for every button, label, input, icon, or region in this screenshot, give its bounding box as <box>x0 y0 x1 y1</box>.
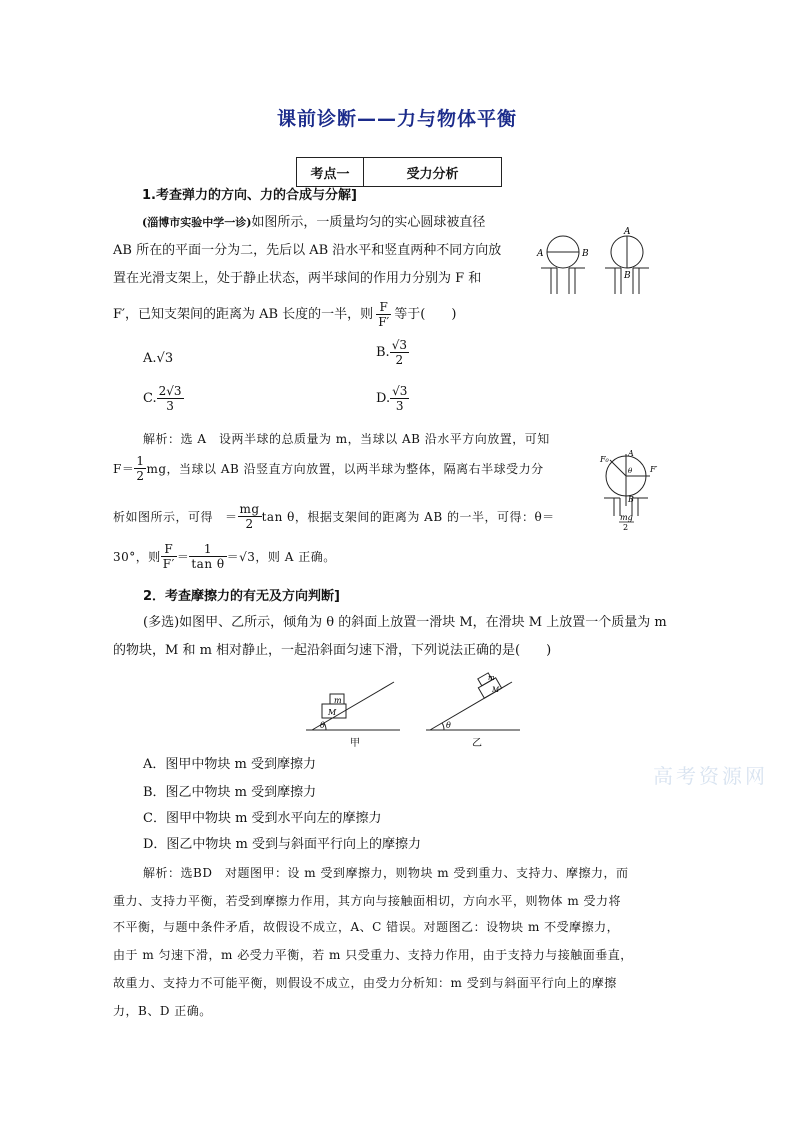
watermark: 高考资源网 <box>653 764 768 788</box>
q1-force-diagram <box>590 446 672 530</box>
q1-option-d: D. $\frac{√3}{3}$ <box>376 384 408 413</box>
fd-label-f0: F₀ <box>600 455 609 464</box>
q1-solution-line-3: 析如图所示，可得 ＝ $\frac{mg}{2}$ tan θ，根据支架间的距离为 AB 的一半，可得：θ＝ <box>113 502 555 531</box>
fd-label-b: B <box>628 495 634 504</box>
q2-solution-line-3: 不平衡，与题中条件矛盾，故假设不成立，A、C 错误。对题图乙：设物块 m 不受摩擦力， <box>113 920 620 934</box>
q1-heading: 1.考查弹力的方向、力的合成与分解] <box>142 188 357 203</box>
jia-label-m: m <box>334 696 342 705</box>
caption-yi: 乙 <box>472 738 482 749</box>
q1-solution-line-2: F＝ $\frac{1}{2}$ mg，当球以 AB 沿竖直方向放置，以两半球为整体，隔离右半球受力分 <box>113 454 544 483</box>
fd-label-fp: F′ <box>650 465 658 474</box>
q2-solution-line-1: 解析：选BD 对题图甲：设 m 受到摩擦力，则物块 m 受到重力、支持力、摩擦力，而 <box>143 866 629 880</box>
q1-solution-line-1: 解析：选 A 设两半球的总质量为 m，当球以 AB 沿水平方向放置，可知 <box>143 432 550 446</box>
q2-solution-line-6: 力，B、D 正确。 <box>113 1004 212 1018</box>
q1-solution-line-4: 30°，则 $\frac{F}{F'}$ ＝ $\frac{1}{\text{tan θ}}$ ＝√3 ，则 A 正确。 <box>113 542 336 571</box>
q1-option-a: A.√3 <box>143 351 174 366</box>
topic-name: 受力分析 <box>406 166 459 182</box>
fig2-label-b: B <box>624 271 631 281</box>
q1-source: (淄博市实验中学一诊) <box>142 216 252 229</box>
yi-label-m: m <box>488 674 495 682</box>
q1-stem-line-1: (淄博市实验中学一诊)如图所示，一质量均匀的实心圆球被直径 <box>142 215 486 230</box>
fd-label-a: A <box>628 449 634 458</box>
q2-option-a: A．图甲中物块 m 受到摩擦力 <box>143 757 316 772</box>
q2-option-c: C．图甲中物块 m 受到水平向左的摩擦力 <box>143 811 382 826</box>
q2-solution-line-4: 由于 m 匀速下滑，m 必受力平衡，若 m 只受重力、支持力作用，由于支持力与接触面垂直， <box>113 948 633 962</box>
q2-stem-line-2: 的物块，M 和 m 相对静止，一起沿斜面匀速下滑，下列说法正确的是( ) <box>113 643 552 658</box>
q2-heading: 2．考查摩擦力的有无及方向判断] <box>143 589 340 604</box>
yi-label-theta: θ <box>446 721 451 730</box>
q2-solution-line-2: 重力、支持力平衡，若受到摩擦力作用，其方向与接触面相切，方向水平，则物体 m 受力将 <box>113 894 622 908</box>
fig2-label-a: A <box>624 227 631 237</box>
fig1-label-a: A <box>537 249 544 259</box>
q2-incline-figures <box>296 668 530 752</box>
topic-table <box>296 157 502 187</box>
q2-solution-line-5: 故重力、支持力不可能平衡，则假设不成立，由受力分析知：m 受到与斜面平行向上的摩擦 <box>113 976 617 990</box>
q2-option-b: B．图乙中物块 m 受到摩擦力 <box>143 785 317 800</box>
caption-jia: 甲 <box>350 738 360 749</box>
q1-option-c: C. $\frac{2√3}{3}$ <box>143 384 182 413</box>
jia-label-bigm: M <box>328 708 337 717</box>
q1-stem-fraction: $\frac{F}{F'}$ <box>378 300 390 329</box>
yi-label-bigm: M <box>492 686 500 694</box>
q1-option-b: B. $\frac{√3}{2}$ <box>376 338 407 367</box>
q1-stem-line-2: AB 所在的平面一分为二，先后以 AB 沿水平和竖直两种不同方向放 <box>113 243 502 258</box>
fig1-label-b: B <box>582 249 589 259</box>
q1-stem-line-3: 置在光滑支架上，处于静止状态，两半球间的作用力分别为 F 和 <box>113 271 482 286</box>
topic-label: 考点一 <box>297 158 364 186</box>
q1-sphere-support-figure <box>533 224 661 300</box>
fd-label-two: 2 <box>623 523 629 530</box>
page-title: 课前诊断——力与物体平衡 <box>276 108 517 130</box>
q2-option-d: D．图乙中物块 m 受到与斜面平行向上的摩擦力 <box>143 837 422 852</box>
fd-label-theta: θ <box>628 467 633 475</box>
q1-stem-line-4: F′，已知支架间的距离为 AB 长度的一半，则 $\frac{F}{F'}$ 等于( ) <box>113 300 457 329</box>
fd-label-mg: mg <box>620 513 633 522</box>
q2-stem-line-1: (多选)如图甲、乙所示，倾角为 θ 的斜面上放置一滑块 M，在滑块 M 上放置一个质量为 m <box>143 615 667 630</box>
jia-label-theta: θ <box>320 721 325 730</box>
